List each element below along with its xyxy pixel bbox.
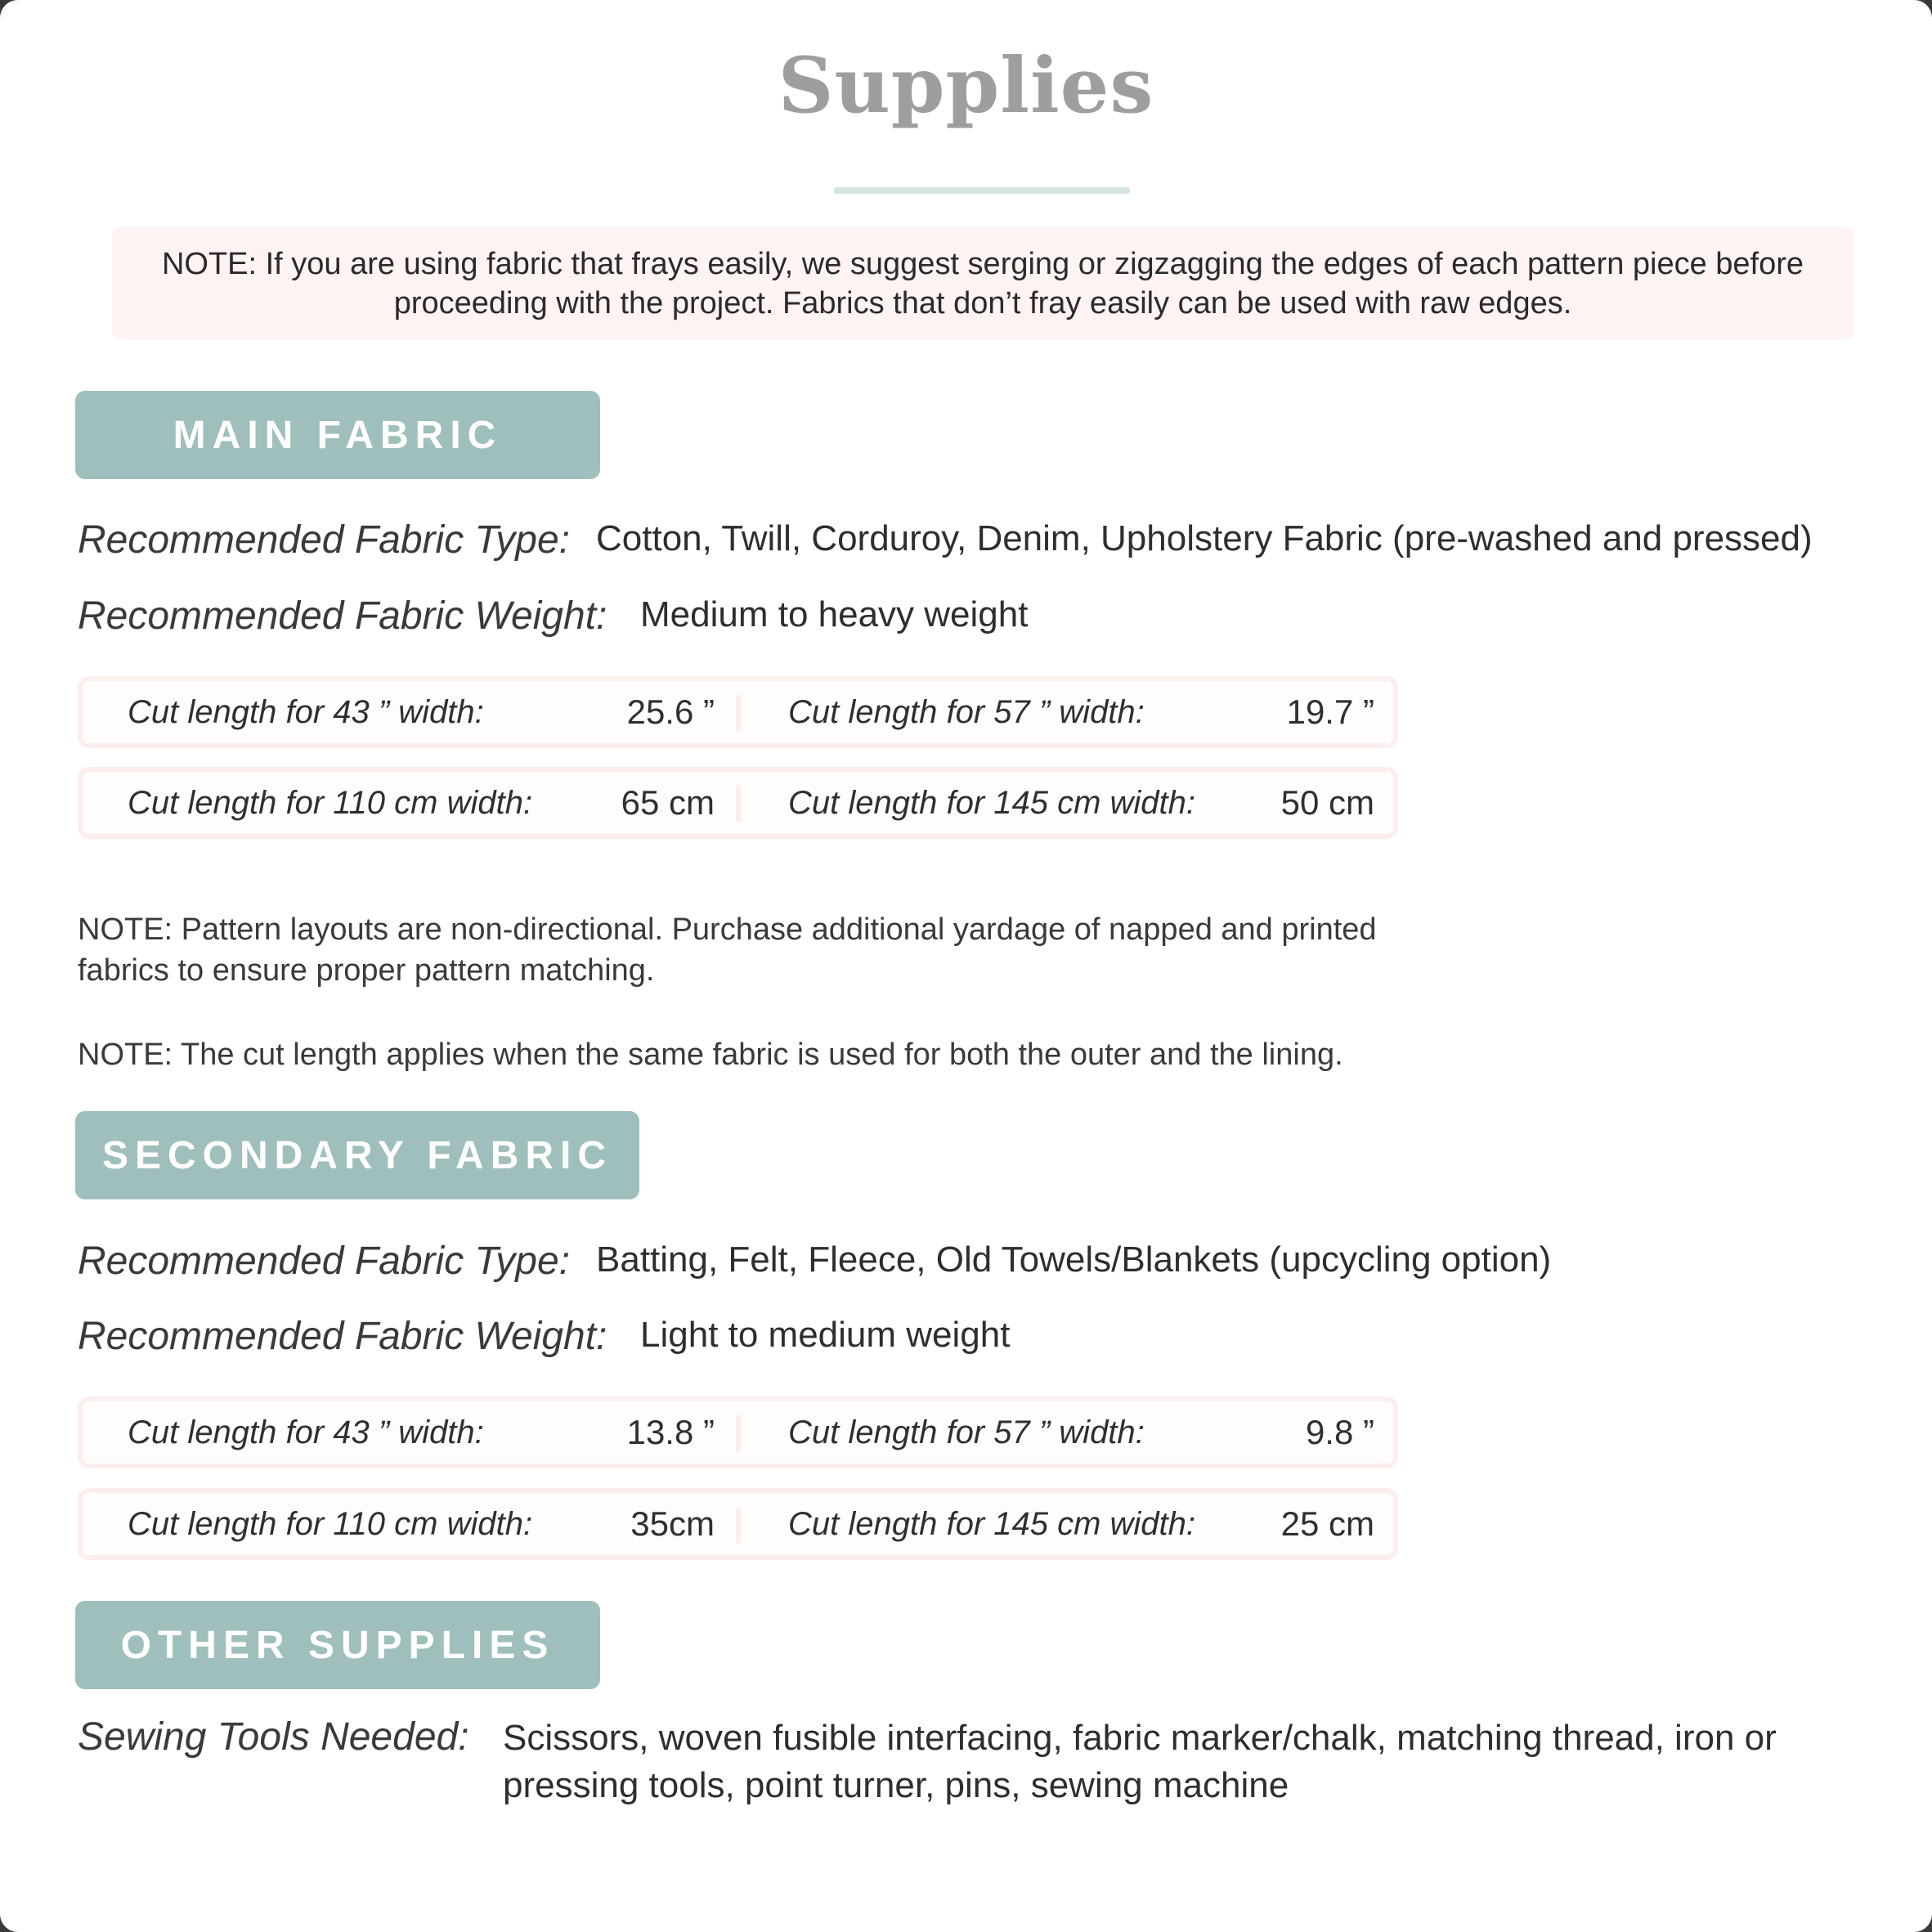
secondary-fabric-type-value: Batting, Felt, Fleece, Old Towels/Blankets (upcycling option) xyxy=(596,1239,1552,1280)
secondary-cut-row-cm xyxy=(78,1488,1398,1560)
cut-divider xyxy=(736,1506,741,1544)
main-fabric-weight-label: Recommended Fabric Weight: xyxy=(78,594,607,638)
cut-label: Cut length for 43 ” width: xyxy=(128,694,484,730)
fray-note-box xyxy=(112,227,1854,339)
secondary-fabric-type-label: Recommended Fabric Type: xyxy=(78,1239,571,1283)
sewing-tools-value: Scissors, woven fusible interfacing, fabric marker/chalk, matching thread, iron or pressing tools, point turner, pins, sewing machine xyxy=(503,1718,1777,1805)
cut-value: 19.7 ” xyxy=(1286,693,1374,731)
secondary-cut-row-inches xyxy=(78,1396,1398,1468)
cut-label: Cut length for 43 ” width: xyxy=(128,1414,484,1450)
title-underline xyxy=(834,187,1130,194)
secondary-fabric-weight-label: Recommended Fabric Weight: xyxy=(78,1315,607,1358)
main-fabric-type-label: Recommended Fabric Type: xyxy=(78,518,571,562)
fray-note-text: NOTE: If you are using fabric that frays easily, we suggest serging or zigzagging the edges of each pattern piece before proceeding with the project. Fabrics that don’t fray easily can be used with raw edges. xyxy=(161,246,1804,321)
cut-value: 65 cm xyxy=(621,783,715,822)
main-cut-row-cm xyxy=(78,767,1398,839)
cut-label: Cut length for 145 cm width: xyxy=(788,1506,1196,1542)
secondary-fabric-heading: SECONDARY FABRIC xyxy=(75,1111,639,1199)
other-supplies-heading: OTHER SUPPLIES xyxy=(75,1601,600,1689)
cut-length-note: NOTE: The cut length applies when the same fabric is used for both the outer and the lining. xyxy=(78,1038,1343,1072)
sewing-tools-label: Sewing Tools Needed: xyxy=(78,1715,469,1759)
main-fabric-weight-value: Medium to heavy weight xyxy=(640,594,1029,634)
layout-note: NOTE: Pattern layouts are non-directional. Purchase additional yardage of napped and printed fabrics to ensure proper pattern matching. xyxy=(78,912,1377,988)
cut-label: Cut length for 145 cm width: xyxy=(788,785,1196,821)
cut-divider xyxy=(736,1414,741,1452)
main-fabric-type-value: Cotton, Twill, Corduroy, Denim, Upholstery Fabric (pre-washed and pressed) xyxy=(596,518,1813,558)
cut-value: 9.8 ” xyxy=(1305,1413,1374,1451)
main-cut-row-inches xyxy=(78,676,1398,748)
page-title: Supplies xyxy=(778,41,1154,131)
cut-value: 35cm xyxy=(630,1504,715,1543)
cut-label: Cut length for 57 ” width: xyxy=(788,694,1145,730)
cut-divider xyxy=(736,694,741,732)
cut-label: Cut length for 110 cm width: xyxy=(128,1506,533,1542)
cut-label: Cut length for 110 cm width: xyxy=(128,785,533,821)
cut-label: Cut length for 57 ” width: xyxy=(788,1414,1145,1450)
cut-value: 50 cm xyxy=(1280,783,1374,822)
main-fabric-heading: MAIN FABRIC xyxy=(75,391,600,479)
cut-divider xyxy=(736,785,741,823)
cut-value: 25 cm xyxy=(1280,1504,1374,1543)
secondary-fabric-weight-value: Light to medium weight xyxy=(640,1315,1011,1355)
cut-value: 13.8 ” xyxy=(626,1413,715,1451)
cut-value: 25.6 ” xyxy=(626,693,715,731)
